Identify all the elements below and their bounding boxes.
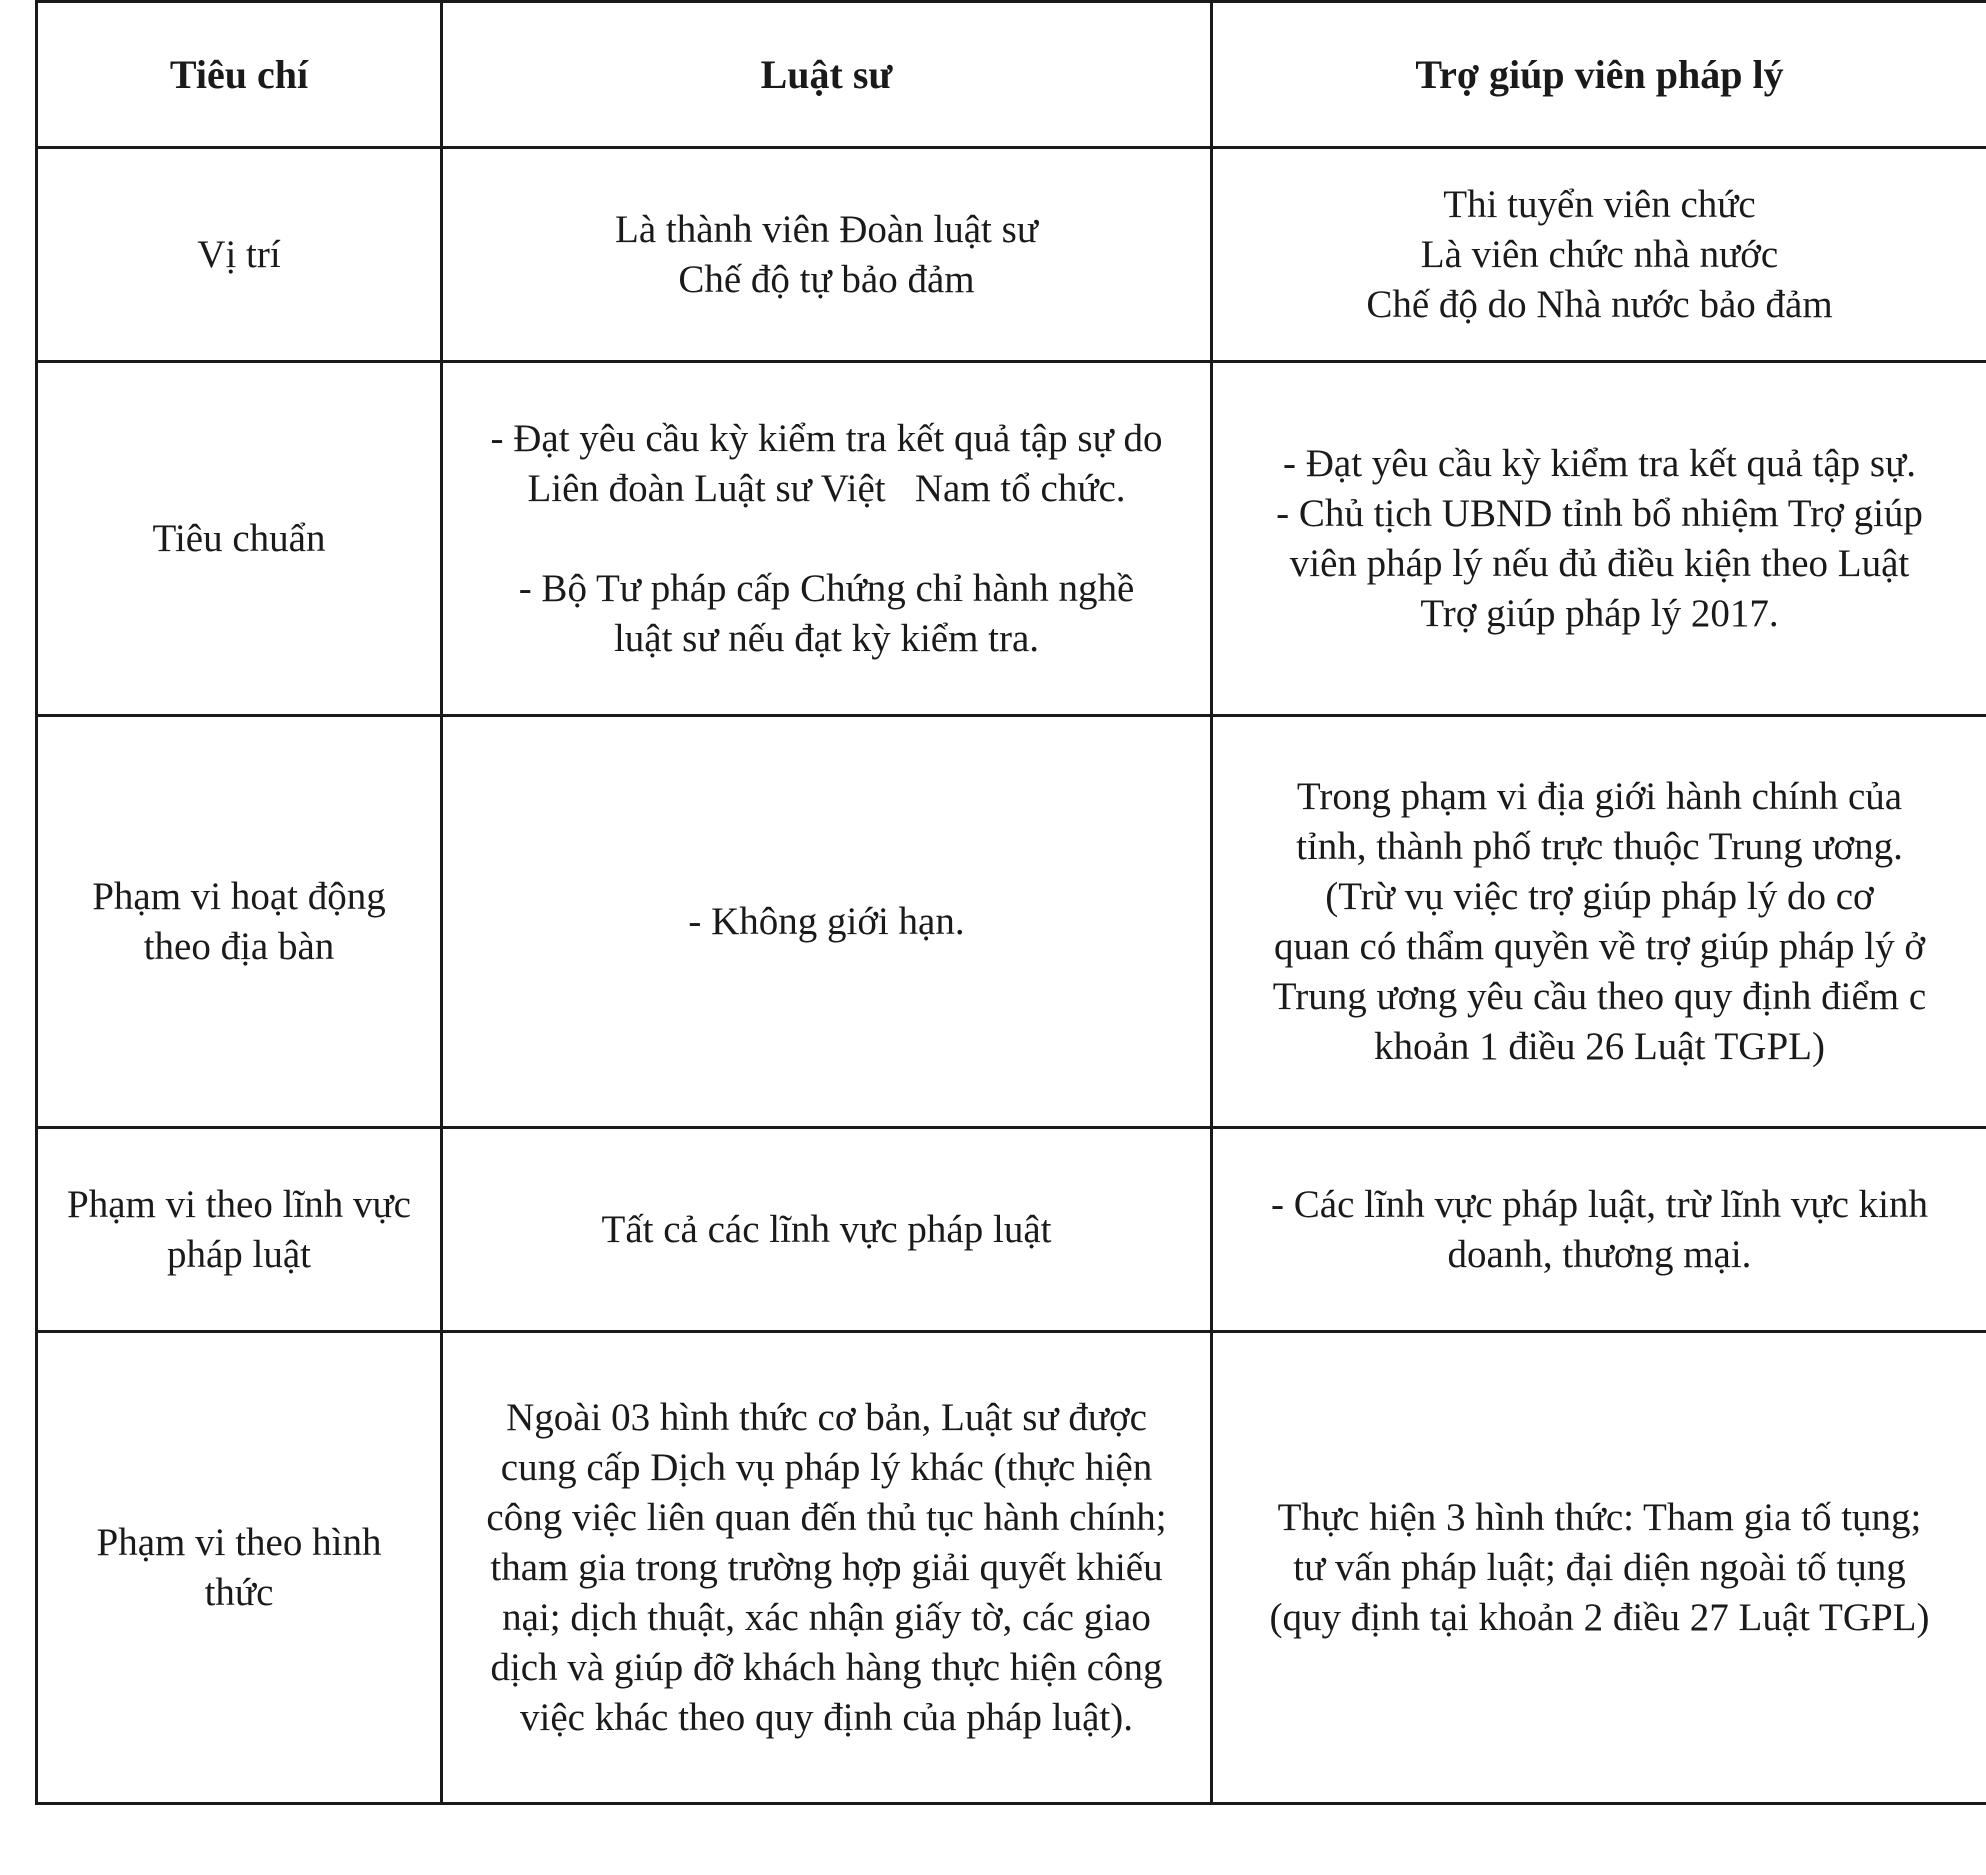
legal-aid-line: Là viên chức nhà nước <box>1420 232 1779 276</box>
lawyer-line: - Bộ Tư pháp cấp Chứng chỉ hành nghề <box>518 566 1135 610</box>
lawyer-line: Ngoài 03 hình thức cơ bản, Luật sư được <box>506 1395 1147 1439</box>
legal-aid-line: Thi tuyển viên chức <box>1443 182 1756 226</box>
legal-aid-paragraph <box>1217 439 1982 639</box>
legal-aid-line: - Đạt yêu cầu kỳ kiểm tra kết quả tập sự. <box>1282 441 1916 485</box>
lawyer-line: nại; dịch thuật, xác nhận giấy tờ, các giao <box>502 1595 1151 1639</box>
legal-aid-line: - Chủ tịch UBND tỉnh bổ nhiệm Trợ giúp <box>1276 491 1923 535</box>
legal-aid-line: viên pháp lý nếu đủ điều kiện theo Luật <box>1289 541 1910 585</box>
lawyer-paragraph <box>447 205 1206 305</box>
table-row <box>37 1128 1986 1332</box>
criterion-cell <box>37 716 442 1128</box>
criterion-line: Vị trí <box>197 232 281 276</box>
criterion-line: Phạm vi theo hình <box>96 1520 382 1564</box>
legal-aid-cell <box>1212 148 1986 362</box>
legal-aid-paragraph <box>1217 1493 1982 1643</box>
legal-aid-paragraph <box>1217 772 1982 1072</box>
table-row <box>37 362 1986 716</box>
criterion-line: Phạm vi hoạt động <box>92 874 386 918</box>
table-row <box>37 716 1986 1128</box>
lawyer-line: cung cấp Dịch vụ pháp lý khác (thực hiện <box>500 1445 1153 1489</box>
lawyer-line: dịch và giúp đỡ khách hàng thực hiện công <box>490 1645 1163 1689</box>
criterion-line: pháp luật <box>166 1232 312 1276</box>
criterion-line: Tiêu chuẩn <box>152 516 326 560</box>
legal-aid-paragraph <box>1217 180 1982 330</box>
header-criterion: Tiêu chí <box>37 2 442 148</box>
lawyer-line: - Đạt yêu cầu kỳ kiểm tra kết quả tập sự do <box>490 416 1163 460</box>
legal-aid-line: Trợ giúp pháp lý 2017. <box>1420 591 1779 635</box>
table-row <box>37 1332 1986 1804</box>
lawyer-paragraph <box>447 897 1206 947</box>
header-legal-aid: Trợ giúp viên pháp lý <box>1212 2 1986 148</box>
lawyer-line: - Không giới hạn. <box>688 899 965 943</box>
table-row <box>37 148 1986 362</box>
legal-aid-line: doanh, thương mại. <box>1447 1232 1752 1276</box>
lawyer-line: việc khác theo quy định của pháp luật). <box>520 1695 1133 1739</box>
legal-aid-line: Trong phạm vi địa giới hành chính của <box>1296 774 1903 818</box>
lawyer-line: Liên đoàn Luật sư Việt Nam tổ chức. <box>527 466 1126 510</box>
lawyer-cell <box>442 716 1212 1128</box>
lawyer-line: Chế độ tự bảo đảm <box>678 257 975 301</box>
criterion-line: thức <box>204 1570 274 1614</box>
criterion-cell <box>37 1332 442 1804</box>
criterion-cell <box>37 1128 442 1332</box>
legal-aid-paragraph <box>1217 1180 1982 1280</box>
legal-aid-cell <box>1212 1128 1986 1332</box>
legal-aid-cell <box>1212 362 1986 716</box>
lawyer-cell <box>442 1128 1212 1332</box>
legal-aid-cell <box>1212 716 1986 1128</box>
legal-aid-line: Thực hiện 3 hình thức: Tham gia tố tụng; <box>1277 1495 1922 1539</box>
legal-aid-line: (quy định tại khoản 2 điều 27 Luật TGPL) <box>1269 1595 1930 1639</box>
criterion-line: Phạm vi theo lĩnh vực <box>67 1182 411 1226</box>
lawyer-line: công việc liên quan đến thủ tục hành chính; <box>486 1495 1167 1539</box>
criterion-line: theo địa bàn <box>143 924 335 968</box>
lawyer-line: Là thành viên Đoàn luật sư <box>615 207 1038 251</box>
legal-aid-line: Trung ương yêu cầu theo quy định điểm c <box>1272 974 1927 1018</box>
header-lawyer: Luật sư <box>442 2 1212 148</box>
legal-aid-line: - Các lĩnh vực pháp luật, trừ lĩnh vực kinh <box>1271 1182 1928 1226</box>
legal-aid-line: Chế độ do Nhà nước bảo đảm <box>1366 282 1833 326</box>
lawyer-cell <box>442 1332 1212 1804</box>
legal-aid-line: tư vấn pháp luật; đại diện ngoài tố tụng <box>1293 1545 1906 1589</box>
legal-aid-line: quan có thẩm quyền về trợ giúp pháp lý ở <box>1273 924 1926 968</box>
legal-aid-line: tỉnh, thành phố trực thuộc Trung ương. <box>1296 824 1903 868</box>
lawyer-line: tham gia trong trường hợp giải quyết khiếu <box>490 1545 1163 1589</box>
lawyer-cell <box>442 148 1212 362</box>
legal-aid-line: (Trừ vụ việc trợ giúp pháp lý do cơ <box>1325 874 1874 918</box>
lawyer-paragraph <box>447 1393 1206 1743</box>
lawyer-line: Tất cả các lĩnh vực pháp luật <box>601 1207 1052 1251</box>
legal-aid-line: khoản 1 điều 26 Luật TGPL) <box>1374 1024 1825 1068</box>
lawyer-cell <box>442 362 1212 716</box>
criterion-cell <box>37 148 442 362</box>
legal-aid-cell <box>1212 1332 1986 1804</box>
lawyer-paragraph <box>447 1205 1206 1255</box>
comparison-table <box>35 0 1986 1805</box>
lawyer-paragraph <box>447 414 1206 514</box>
criterion-cell <box>37 362 442 716</box>
table-header-row <box>37 2 1986 148</box>
lawyer-line: luật sư nếu đạt kỳ kiểm tra. <box>613 616 1040 660</box>
lawyer-paragraph <box>447 564 1206 664</box>
